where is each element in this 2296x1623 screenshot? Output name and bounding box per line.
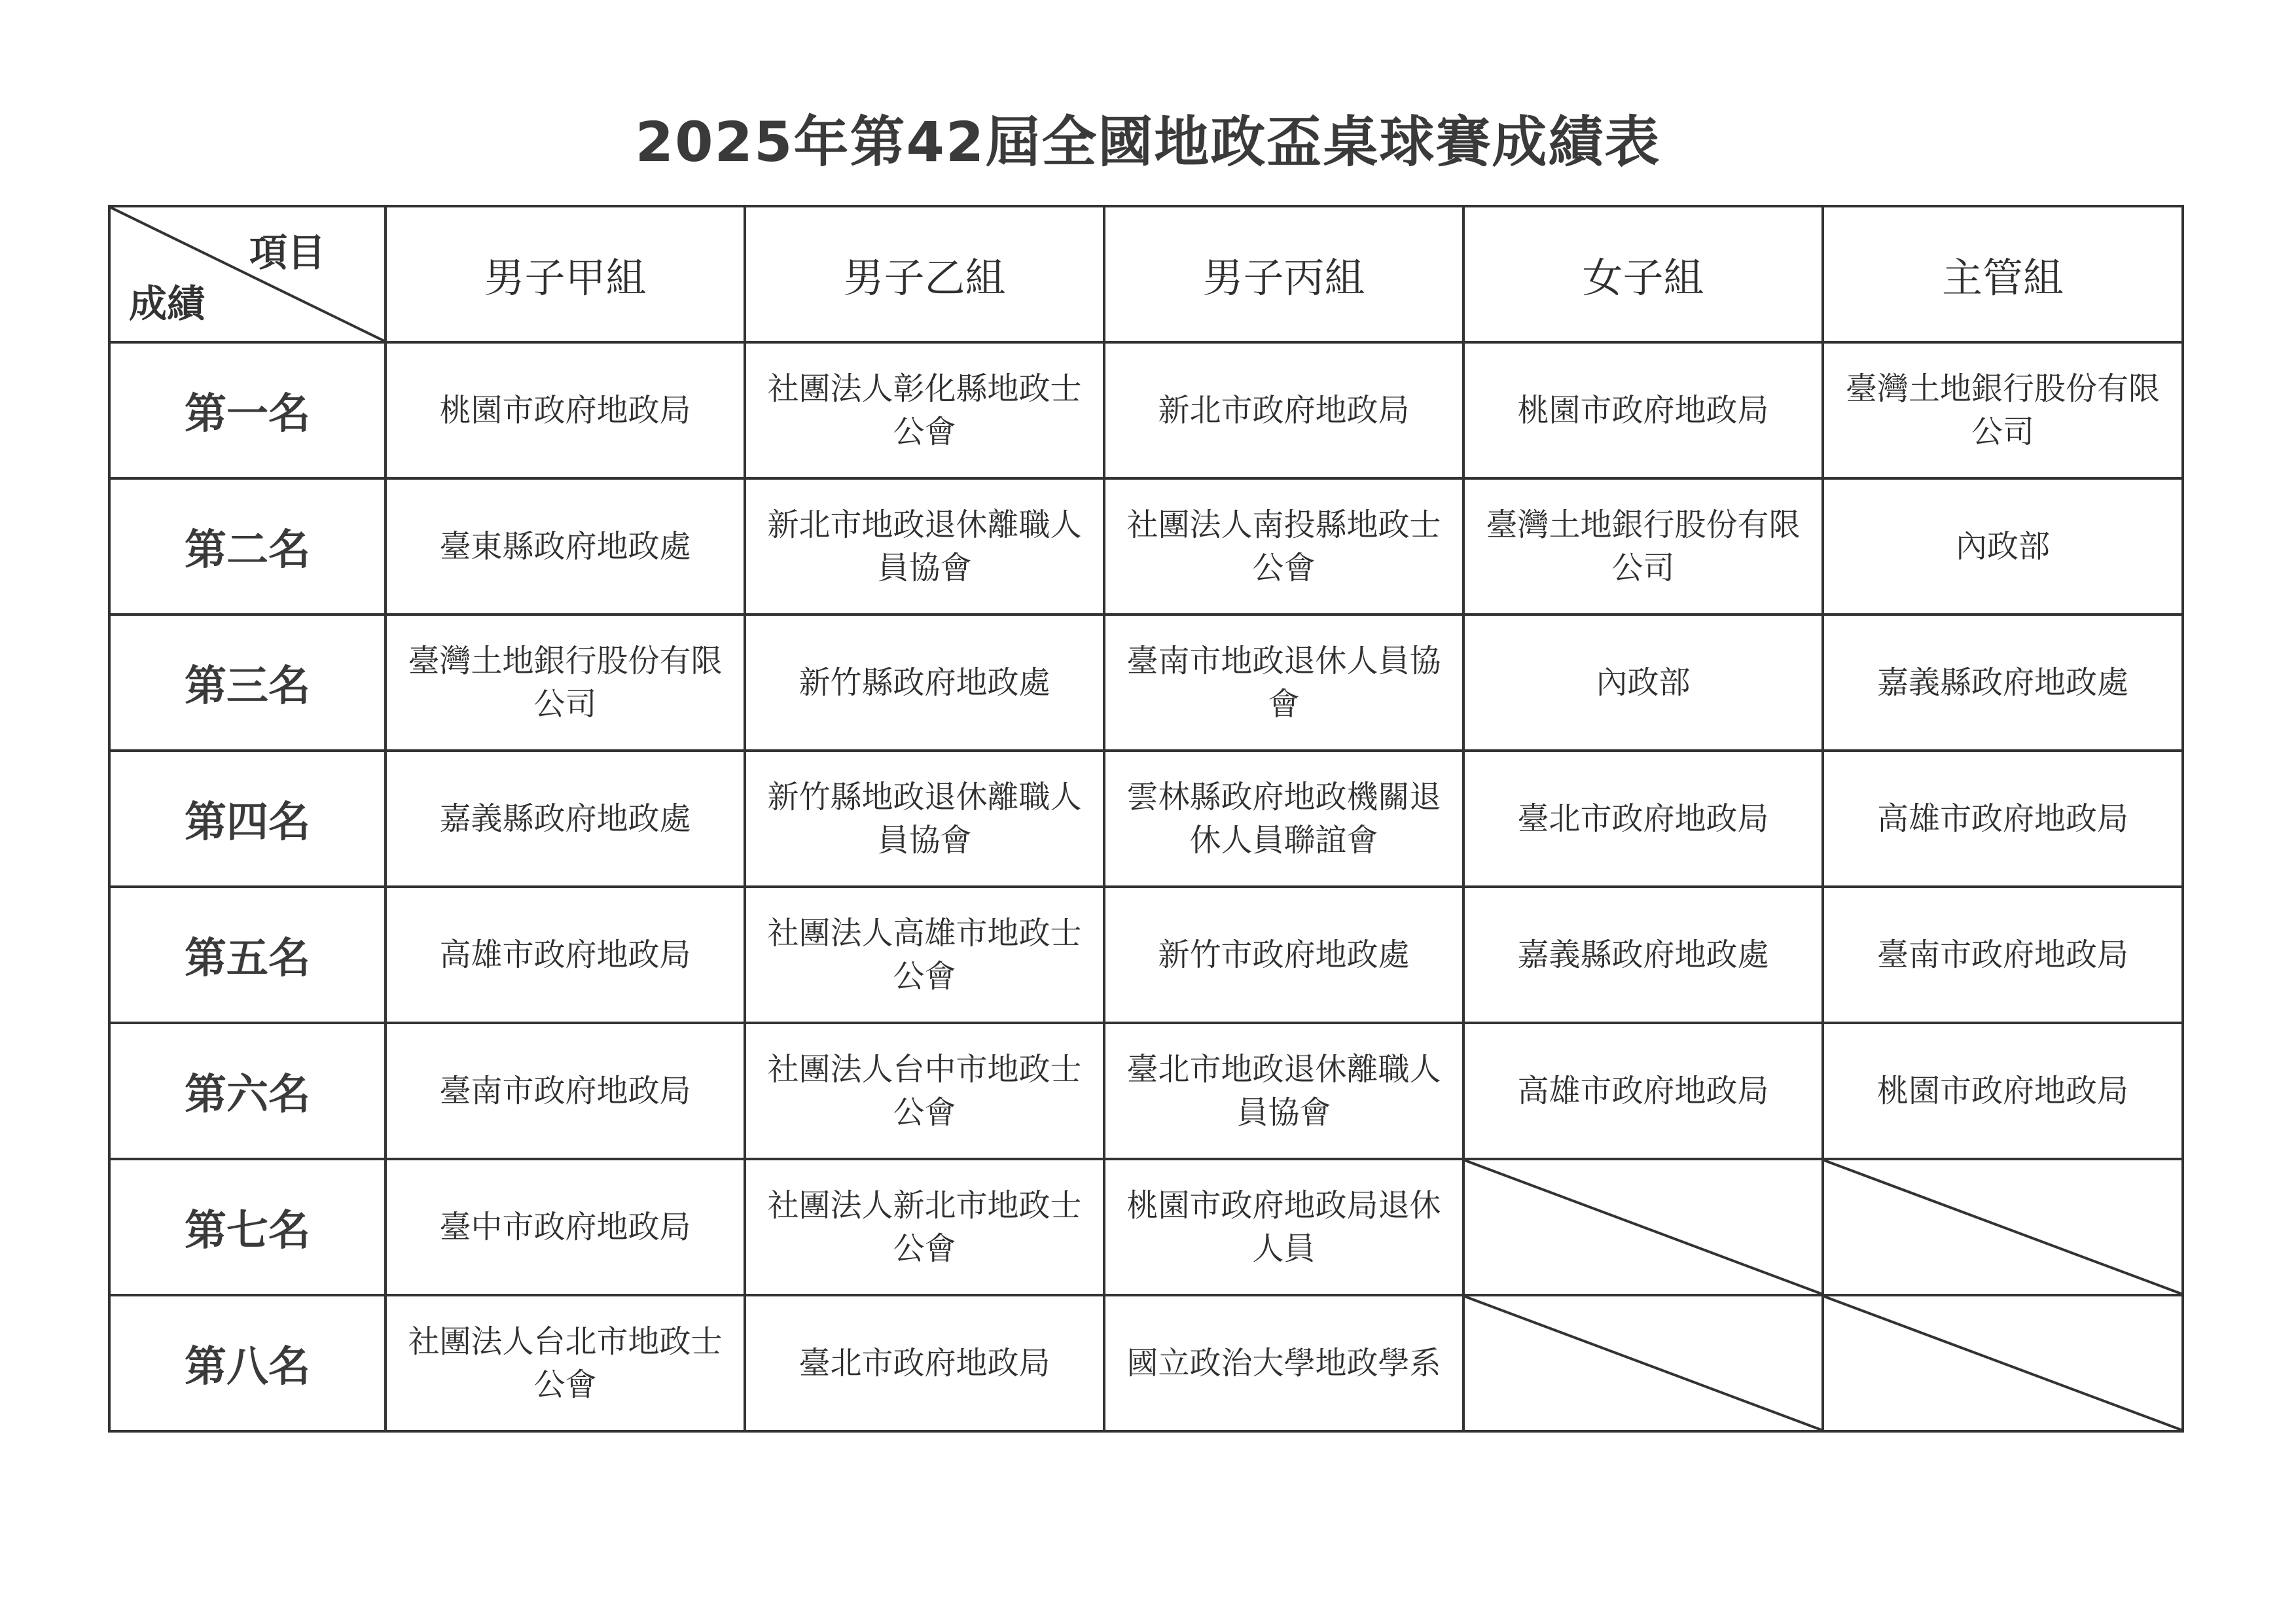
table-row: [109, 342, 2183, 478]
rank-label: 第四名: [109, 751, 386, 887]
result-cell: 高雄市政府地政局: [386, 887, 745, 1023]
empty-cell: [1823, 1159, 2183, 1295]
result-cell: 桃園市政府地政局: [386, 342, 745, 478]
result-cell: 臺灣土地銀行股份有限公司: [1463, 478, 1823, 615]
diagonal-line: [1465, 1160, 1821, 1294]
result-cell: 臺北市地政退休離職人員協會: [1104, 1023, 1463, 1159]
column-header: 男子乙組: [745, 206, 1104, 342]
rank-label: 第二名: [109, 478, 386, 615]
empty-cell: [1463, 1295, 1823, 1431]
result-cell: 社團法人新北市地政士公會: [745, 1159, 1104, 1295]
corner-label-result: 成績: [129, 281, 206, 326]
table-row: [109, 615, 2183, 751]
rank-label: 第三名: [109, 615, 386, 751]
column-header: 男子丙組: [1104, 206, 1463, 342]
result-cell: 臺灣土地銀行股份有限公司: [386, 615, 745, 751]
rank-label: 第八名: [109, 1295, 386, 1431]
empty-cell: [1823, 1295, 2183, 1431]
result-cell: 內政部: [1823, 478, 2183, 615]
diagonal-line: [1465, 1296, 1821, 1430]
results-table: [108, 205, 2184, 1433]
diagonal-line: [1824, 1160, 2181, 1294]
result-cell: 社團法人彰化縣地政士公會: [745, 342, 1104, 478]
result-cell: 社團法人南投縣地政士公會: [1104, 478, 1463, 615]
empty-cell-diagonal: [1465, 1160, 1821, 1294]
result-cell: 新北市政府地政局: [1104, 342, 1463, 478]
empty-cell-diagonal: [1824, 1160, 2181, 1294]
table-row: [109, 1159, 2183, 1295]
diagonal-line: [1824, 1296, 2181, 1430]
rank-label: 第五名: [109, 887, 386, 1023]
rank-label: 第六名: [109, 1023, 386, 1159]
table-row: [109, 887, 2183, 1023]
result-cell: 內政部: [1463, 615, 1823, 751]
result-cell: 桃園市政府地政局: [1463, 342, 1823, 478]
result-cell: 社團法人台北市地政士公會: [386, 1295, 745, 1431]
result-cell: 桃園市政府地政局: [1823, 1023, 2183, 1159]
empty-cell-diagonal: [1465, 1296, 1821, 1430]
result-cell: 臺南市地政退休人員協會: [1104, 615, 1463, 751]
result-cell: 臺中市政府地政局: [386, 1159, 745, 1295]
corner-header-cell: [109, 206, 386, 342]
result-cell: 嘉義縣政府地政處: [386, 751, 745, 887]
table-row: [109, 1295, 2183, 1431]
result-cell: 社團法人高雄市地政士公會: [745, 887, 1104, 1023]
page-title: 2025年第42屆全國地政盃桌球賽成績表: [635, 110, 1661, 174]
result-cell: 新北市地政退休離職人員協會: [745, 478, 1104, 615]
result-cell: 臺北市政府地政局: [1463, 751, 1823, 887]
result-cell: 臺東縣政府地政處: [386, 478, 745, 615]
result-cell: 高雄市政府地政局: [1463, 1023, 1823, 1159]
result-cell: 國立政治大學地政學系: [1104, 1295, 1463, 1431]
result-cell: 雲林縣政府地政機關退休人員聯誼會: [1104, 751, 1463, 887]
result-cell: 嘉義縣政府地政處: [1823, 615, 2183, 751]
result-cell: 社團法人台中市地政士公會: [745, 1023, 1104, 1159]
result-cell: 新竹縣地政退休離職人員協會: [745, 751, 1104, 887]
empty-cell: [1463, 1159, 1823, 1295]
result-cell: 臺北市政府地政局: [745, 1295, 1104, 1431]
corner-label-item: 項目: [249, 230, 325, 275]
column-header: 男子甲組: [386, 206, 745, 342]
result-cell: 高雄市政府地政局: [1823, 751, 2183, 887]
column-header: 主管組: [1823, 206, 2183, 342]
result-cell: 桃園市政府地政局退休人員: [1104, 1159, 1463, 1295]
result-cell: 臺南市政府地政局: [386, 1023, 745, 1159]
table-row: [109, 751, 2183, 887]
result-cell: 新竹市政府地政處: [1104, 887, 1463, 1023]
table-row: [109, 478, 2183, 615]
rank-label: 第七名: [109, 1159, 386, 1295]
rank-label: 第一名: [109, 342, 386, 478]
result-cell: 臺灣土地銀行股份有限公司: [1823, 342, 2183, 478]
header-row: [109, 206, 2183, 342]
result-cell: 臺南市政府地政局: [1823, 887, 2183, 1023]
table-row: [109, 1023, 2183, 1159]
result-cell: 嘉義縣政府地政處: [1463, 887, 1823, 1023]
empty-cell-diagonal: [1824, 1296, 2181, 1430]
column-header: 女子組: [1463, 206, 1823, 342]
result-cell: 新竹縣政府地政處: [745, 615, 1104, 751]
